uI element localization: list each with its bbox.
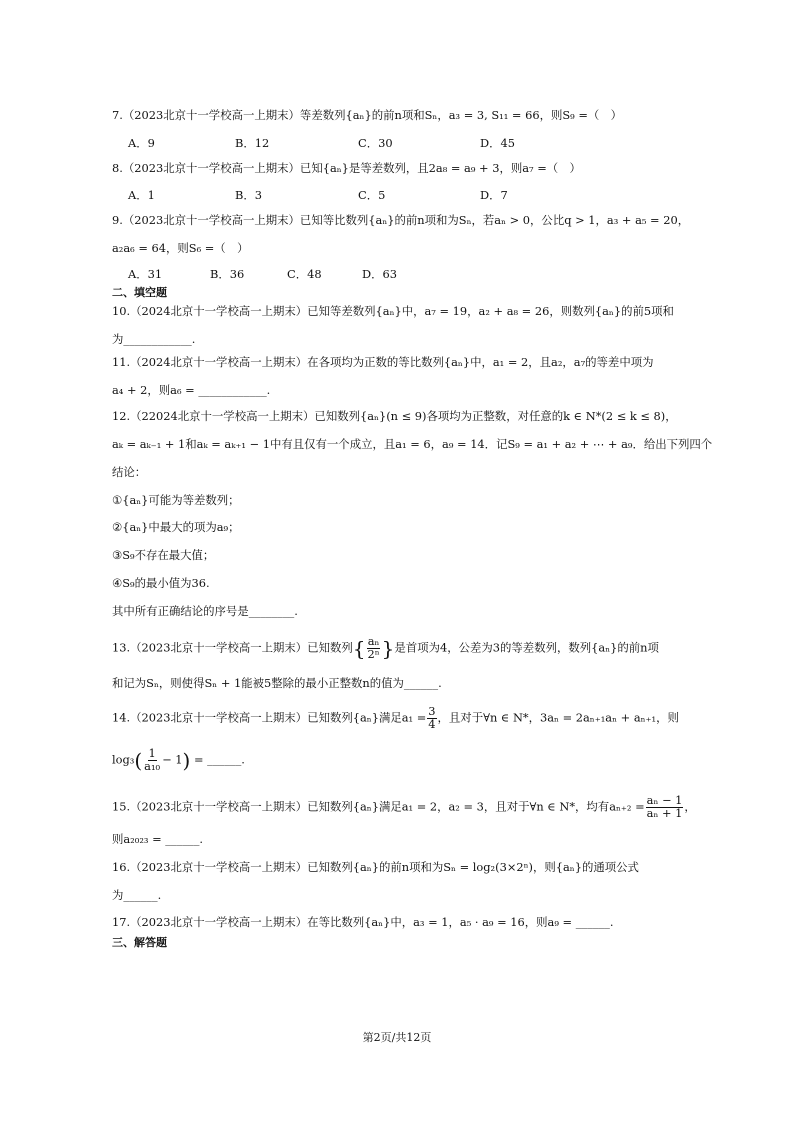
q12-conclusion-4: ④S₉的最小值为36.	[112, 576, 210, 590]
q14-fraction-numerator: 3	[428, 704, 436, 718]
q12-conclusion-3: ③S₉不存在最大值；	[112, 548, 215, 562]
question-12-line-1: 12.（22024北京十一学校高一上期末）已知数列{aₙ}(n ≤ 9)各项均为正整数，对任意的k ∈ N*(2 ≤ k ≤ 8)，	[112, 409, 677, 423]
q12-conclusion-1: ①{aₙ}可能为等差数列；	[112, 493, 240, 507]
q12-question: 其中所有正确结论的序号是________.	[112, 604, 298, 618]
q14-prefix: 14.（2023北京十一学校高一上期末）已知数列{aₙ}满足a₁ =	[112, 710, 427, 725]
q7-option-b: B．12	[235, 136, 270, 150]
section-3-heading: 三、解答题	[112, 936, 167, 949]
q9-option-d: D．63	[362, 267, 398, 281]
left-paren: (	[134, 748, 143, 773]
page-footer: 第2页/共12页	[362, 1031, 432, 1044]
q15-fraction-denominator: aₙ + 1	[646, 805, 683, 820]
question-12-line-3: 结论：	[112, 465, 147, 479]
question-16-line-1: 16.（2023北京十一学校高一上期末）已知数列{aₙ}的前n项和为Sₙ = log₂(3×2ⁿ)，则{aₙ}的通项公式	[112, 860, 639, 874]
question-13-line-2: 和记为Sₙ，则使得Sₙ + 1能被5整除的最小正整数n的值为______.	[112, 676, 442, 690]
q12-conclusion-2: ②{aₙ}中最大的项为a₉；	[112, 520, 240, 534]
right-brace: }	[381, 636, 395, 661]
question-8-text: 8.（2023北京十一学校高一上期末）已知{aₙ}是等差数列，且2a₈ = a₉ + 3，则a₇ =（ ）	[112, 161, 581, 175]
q9-option-b: B．36	[210, 267, 245, 281]
question-9-line-1: 9.（2023北京十一学校高一上期末）已知等比数列{aₙ}的前n项和为Sₙ，若aₙ > 0，公比q > 1，a₃ + a₅ = 20，	[112, 213, 690, 227]
q14-tail: = ______.	[193, 752, 245, 767]
q8-option-d: D．7	[480, 188, 508, 202]
question-10-line-1: 10.（2024北京十一学校高一上期末）已知等差数列{aₙ}中，a₇ = 19，a₂ + a₈ = 26，则数列{aₙ}的前5项和	[112, 304, 674, 318]
q13-fraction-numerator: aₙ	[367, 634, 380, 648]
q14-fraction-denominator: 4	[428, 716, 436, 731]
question-17-line-1: 17.（2023北京十一学校高一上期末）在等比数列{aₙ}中，a₃ = 1，a₅ · a₉ = 16，则a₉ = ______.	[112, 915, 614, 929]
question-13-line-1	[112, 636, 659, 661]
q14-inner-denominator: a₁₀	[144, 758, 161, 773]
q14-suffix: ，且对于∀n ∈ N*，3aₙ = 2aₙ₊₁aₙ + aₙ₊₁，则	[437, 710, 679, 725]
section-2-heading: 二、填空题	[112, 286, 167, 299]
question-9-line-2: a₂a₆ = 64，则S₆ =（ ）	[112, 241, 249, 255]
q13-fraction	[366, 636, 380, 661]
question-12-line-2: aₖ = aₖ₋₁ + 1和aₖ = aₖ₊₁ − 1中有且仅有一个成立，且a₁ = 6，a₉ = 14．记S₉ = a₁ + a₂ + ⋯ + a₉．给出下列四个	[112, 437, 713, 451]
question-15-line-1	[112, 795, 696, 820]
q14-log: log₃	[112, 752, 135, 767]
question-14-line-2	[112, 748, 245, 773]
question-10-line-2: 为____________.	[112, 332, 196, 346]
right-paren: )	[182, 748, 191, 773]
question-11-line-2: a₄ + 2，则a₆ = ____________.	[112, 383, 271, 397]
left-brace: {	[352, 636, 366, 661]
q7-option-c: C．30	[358, 136, 393, 150]
q7-option-a: A．9	[128, 136, 155, 150]
q13-fraction-denominator: 2ⁿ	[367, 646, 380, 661]
q9-option-c: C．48	[287, 267, 322, 281]
question-7-text: 7.（2023北京十一学校高一上期末）等差数列{aₙ}的前n项和Sₙ，a₃ = 3, S₁₁ = 66，则S₉ =（ ）	[112, 108, 623, 122]
q14-log-post: − 1	[162, 752, 183, 767]
q7-option-d: D．45	[480, 136, 516, 150]
question-11-line-1: 11.（2024北京十一学校高一上期末）在各项均为正数的等比数列{aₙ}中，a₁ = 2，且a₂，a₇的等差中项为	[112, 355, 654, 369]
q8-option-b: B．3	[235, 188, 263, 202]
q14-fraction	[427, 706, 436, 731]
q9-option-a: A．31	[128, 267, 163, 281]
q13-suffix: 是首项为4，公差为3的等差数列，数列{aₙ}的前n项	[394, 640, 659, 655]
q15-suffix: ，	[684, 799, 696, 814]
q14-inner-numerator: 1	[148, 746, 156, 760]
q14-inner-fraction	[143, 748, 161, 773]
q8-option-a: A．1	[128, 188, 155, 202]
question-15-line-2: 则a₂₀₂₃ = ______.	[112, 832, 204, 846]
q13-prefix: 13.（2023北京十一学校高一上期末）已知数列	[112, 640, 353, 655]
question-14-line-1	[112, 706, 679, 731]
q15-fraction-numerator: aₙ − 1	[646, 793, 683, 807]
q15-prefix: 15.（2023北京十一学校高一上期末）已知数列{aₙ}满足a₁ = 2，a₂ = 3，且对于∀n ∈ N*，均有aₙ₊₂ =	[112, 799, 645, 814]
question-16-line-2: 为______.	[112, 888, 162, 902]
q8-option-c: C．5	[358, 188, 386, 202]
q15-fraction	[646, 795, 684, 820]
